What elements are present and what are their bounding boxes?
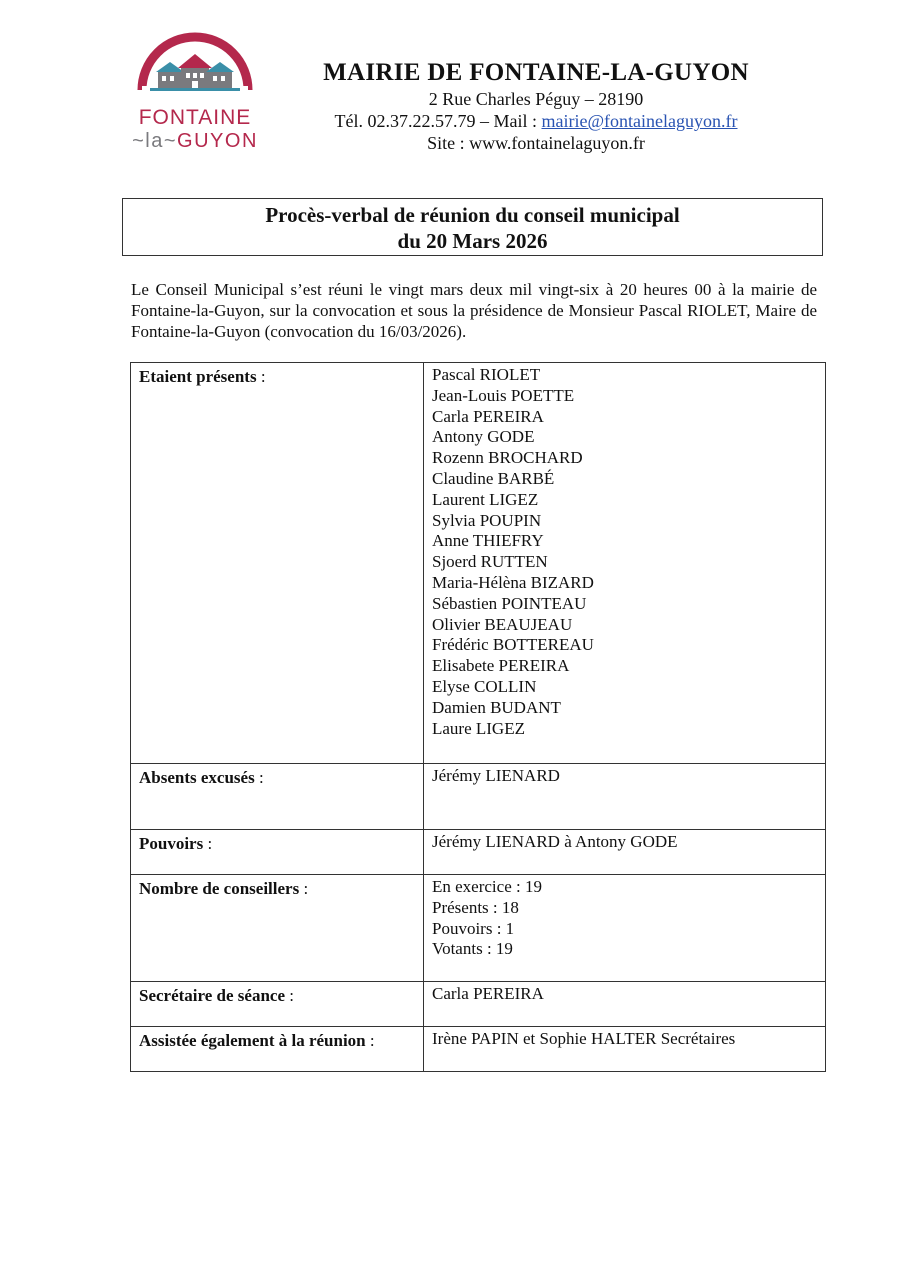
absent-value: Jérémy LIENARD	[424, 764, 826, 830]
logo-word-fontaine: FONTAINE	[138, 106, 252, 129]
member-name: Claudine BARBÉ	[432, 468, 555, 488]
table-row-secretaire	[131, 982, 826, 1027]
member-name: Sjoerd RUTTEN	[432, 552, 548, 572]
member-name: Laurent LIGEZ	[432, 489, 539, 509]
member-name: Sylvia POUPIN	[432, 510, 542, 530]
table-row-nombre	[131, 875, 826, 982]
member-name: Antony GODE	[432, 427, 535, 447]
present-members-list	[424, 363, 826, 764]
member-name: Carla PEREIRA	[432, 406, 544, 426]
mairie-title: MAIRIE DE FONTAINE-LA-GUYON	[323, 59, 749, 86]
member-name: Elyse COLLIN	[432, 676, 537, 696]
mairie-contact	[300, 110, 772, 132]
table-row-present	[131, 363, 826, 764]
nombre-pouvoirs: Pouvoirs : 1	[432, 918, 515, 938]
member-name: Laure LIGEZ	[432, 718, 525, 738]
pouvoirs-value: Jérémy LIENARD à Antony GODE	[424, 830, 826, 875]
member-name: Elisabete PEREIRA	[432, 656, 570, 676]
mairie-address: 2 Rue Charles Péguy – 28190	[428, 89, 644, 109]
attendance-table	[130, 362, 826, 1072]
municipal-logo	[130, 22, 260, 152]
label-secretaire: Secrétaire de séance :	[131, 982, 424, 1027]
table-row-absent	[131, 764, 826, 830]
mairie-website: Site : www.fontainelaguyon.fr	[427, 133, 645, 153]
member-name: Damien BUDANT	[432, 697, 561, 717]
label-present: Etaient présents :	[131, 363, 424, 764]
member-name: Sébastien POINTEAU	[432, 593, 587, 613]
table-row-pouvoirs	[131, 830, 826, 875]
nombre-presents: Présents : 18	[432, 897, 519, 917]
mairie-header	[300, 58, 772, 154]
mairie-phone: Tél. 02.37.22.57.79 – Mail :	[334, 111, 542, 131]
village-arch-icon	[134, 22, 256, 106]
label-nombre: Nombre de conseillers :	[131, 875, 424, 982]
logo-word-guyon: GUYON	[177, 130, 258, 152]
member-name: Jean-Louis POETTE	[432, 385, 575, 405]
member-name: Pascal RIOLET	[432, 365, 541, 384]
label-pouvoirs: Pouvoirs :	[131, 830, 424, 875]
document-title-box	[122, 198, 823, 256]
nombre-votants: Votants : 19	[432, 939, 513, 959]
nombre-values	[424, 875, 826, 982]
document-title-line2: du 20 Mars 2026	[397, 229, 548, 253]
label-absent: Absents excusés :	[131, 764, 424, 830]
label-assistee: Assistée également à la réunion :	[131, 1027, 424, 1072]
member-name: Maria-Hélèna BIZARD	[432, 572, 594, 592]
nombre-en-exercice: En exercice : 19	[432, 877, 542, 896]
logo-word-la: ~la~	[132, 130, 178, 152]
member-name: Frédéric BOTTEREAU	[432, 635, 594, 655]
table-row-assistee	[131, 1027, 826, 1072]
secretaire-value: Carla PEREIRA	[424, 982, 826, 1027]
assistee-value: Irène PAPIN et Sophie HALTER Secrétaires	[424, 1027, 826, 1072]
logo-word-la-guyon	[130, 130, 260, 153]
intro-paragraph: Le Conseil Municipal s’est réuni le vingt mars deux mil vingt-six à 20 heures 00 à la mairie de Fontaine-la-Guyon, sur la convocation et sous la présidence de Monsieur Pascal RIOLET, Maire de Fontaine-la-Guyon (convocation du 16/03/2026).	[131, 280, 817, 341]
document-title-line1: Procès-verbal de réunion du conseil municipal	[265, 203, 680, 227]
mairie-email-link[interactable]: mairie@fontainelaguyon.fr	[541, 111, 738, 131]
member-name: Olivier BEAUJEAU	[432, 614, 573, 634]
member-name: Anne THIEFRY	[432, 531, 544, 551]
member-name: Rozenn BROCHARD	[432, 448, 583, 468]
